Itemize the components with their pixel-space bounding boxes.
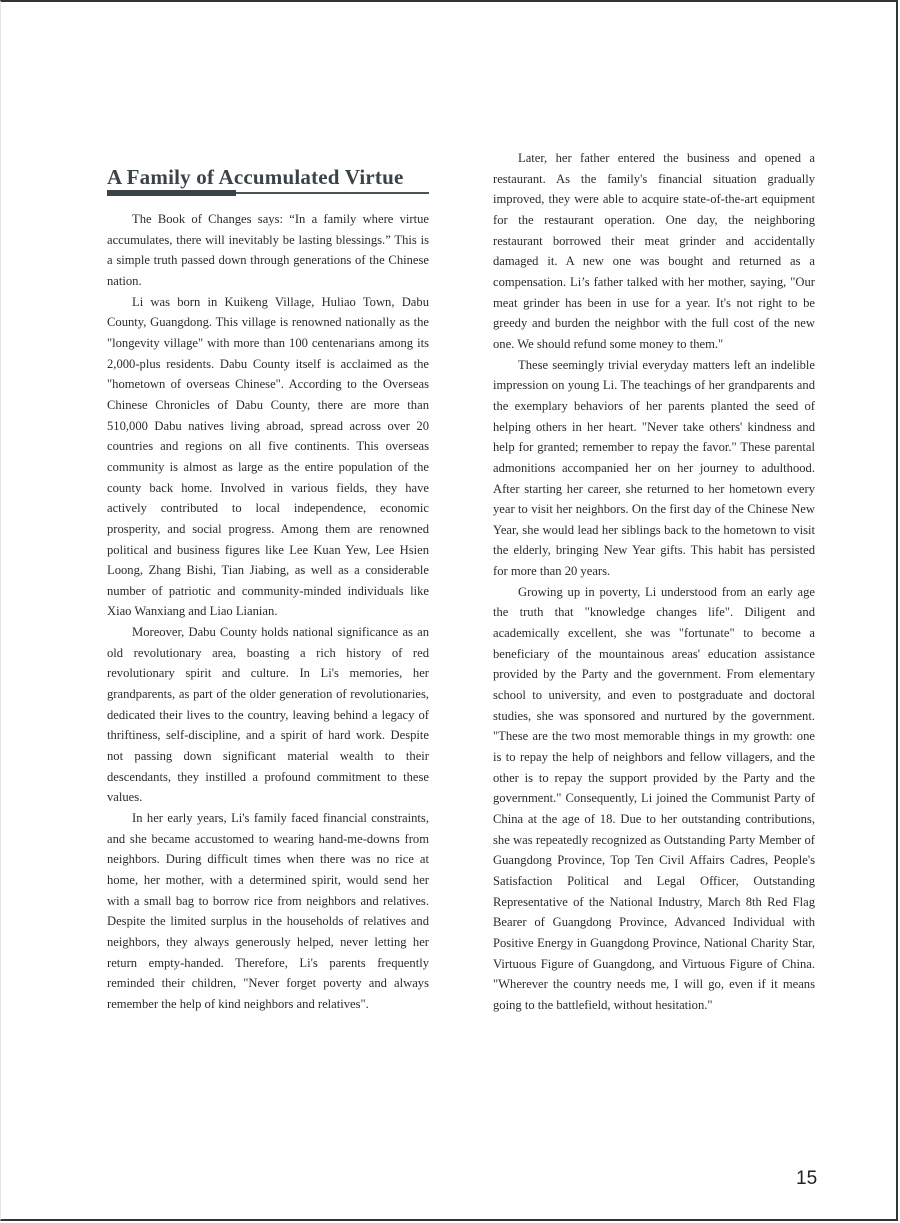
right-column [493,148,815,1016]
paragraph: Later, her father entered the business and opened a restaurant. As the family's financial situation gradually improved, they were able to acquire state-of-the-art equipment for the restaurant operation. One day, the neighboring restaurant borrowed their meat grinder and accidentally damaged it. A new one was bought and returned as a compensation. Li’s father talked with her mother, saying, "Our meat grinder has been in use for a year. It's not right to be greedy and burden the neighbor with the full cost of the new one. We should refund some money to them." [493,151,815,351]
paragraph: The Book of Changes says: “In a family where virtue accumulates, there will inevitably be lasting blessings.” This is a simple truth passed down through generations of the Chinese nation. [107,212,429,288]
title-underline-thick [107,190,236,196]
title-underline-thin [236,192,429,194]
article-title: A Family of Accumulated Virtue [107,165,404,190]
paragraph: These seemingly trivial everyday matters left an indelible impression on young Li. The teachings of her grandparents and the exemplary behaviors of her parents planted the seed of helping others in her heart. "Never take others' kindness and help for granted; remember to repay the favor." These parental admonitions accompanied her on her journey to adulthood. After starting her career, she returned to her hometown every year to visit her neighbors. On the first day of the Chinese New Year, she would lead her siblings back to the hometown to visit the elderly, bringing New Year gifts. This habit has persisted for more than 20 years. [493,357,815,579]
page-number: 15 [796,1168,818,1189]
paragraph: Moreover, Dabu County holds national significance as an old revolutionary area, boasting a rich history of red revolutionary spirit and culture. In Li's memories, her grandparents, as part of the older generation of revolutionaries, dedicated their lives to the country, leaving behind a legacy of thriftiness, self-discipline, and a spirit of hard work. Despite not passing down significant material wealth to their descendants, they instilled a profound commitment to these values. [107,625,429,805]
left-column [107,209,429,1015]
paragraph: Li was born in Kuikeng Village, Huliao Town, Dabu County, Guangdong. This village is renowned nationally as the "longevity village" with more than 100 centenarians among its 2,000-plus residents. Dabu County itself is acclaimed as the "hometown of overseas Chinese". According to the Overseas Chinese Chronicles of Dabu County, there are more than 510,000 Dabu natives living abroad, spread across over 20 countries and regions on all five continents. This overseas community is almost as large as the entire population of the county back home. Involved in various fields, they have actively contributed to local independence, economic prosperity, and social progress. Among them are renowned political and business figures like Lee Kuan Yew, Lee Hsien Loong, Zhang Bishi, Tian Jiabing, as well as a considerable number of patriotic and community-minded individuals like Xiao Wanxiang and Liao Lianian. [107,294,429,619]
paragraph: In her early years, Li's family faced financial constraints, and she became accustomed to wearing hand-me-downs from neighbors. During difficult times when there was no rice at home, her mother, with a determined spirit, would send her with a small bag to borrow rice from neighbors and relatives. Despite the limited surplus in the households of relatives and neighbors, they always generously helped, never letting her return empty-handed. Therefore, Li's parents frequently reminded their children, "Never forget poverty and always remember the help of kind neighbors and relatives". [107,811,429,1011]
paragraph: Growing up in poverty, Li understood from an early age the truth that "knowledge changes life". Diligent and academically excellent, she was "fortunate" to become a beneficiary of the mountainous areas' education assistance provided by the Party and the government. From elementary school to university, and even to postgraduate and doctoral studies, she was sponsored and nurtured by the government. "These are the two most memorable things in my growth: one is to repay the help of neighbors and fellow villagers, and the other is to repay the support provided by the Party and the government." Consequently, Li joined the Communist Party of China at the age of 18. Due to her outstanding contributions, she was repeatedly recognized as Outstanding Party Member of Guangdong Province, Top Ten Civil Affairs Cadres, People's Satisfaction Political and Legal Officer, Outstanding Representative of the National Industry, March 8th Red Flag Bearer of Guangdong Province, Advanced Individual with Positive Energy in Guangdong Province, National Charity Star, Virtuous Figure of Guangdong, and Virtuous Figure of China. "Wherever the country needs me, I will go, even if it means going to the battlefield, without hesitation." [493,584,815,1012]
